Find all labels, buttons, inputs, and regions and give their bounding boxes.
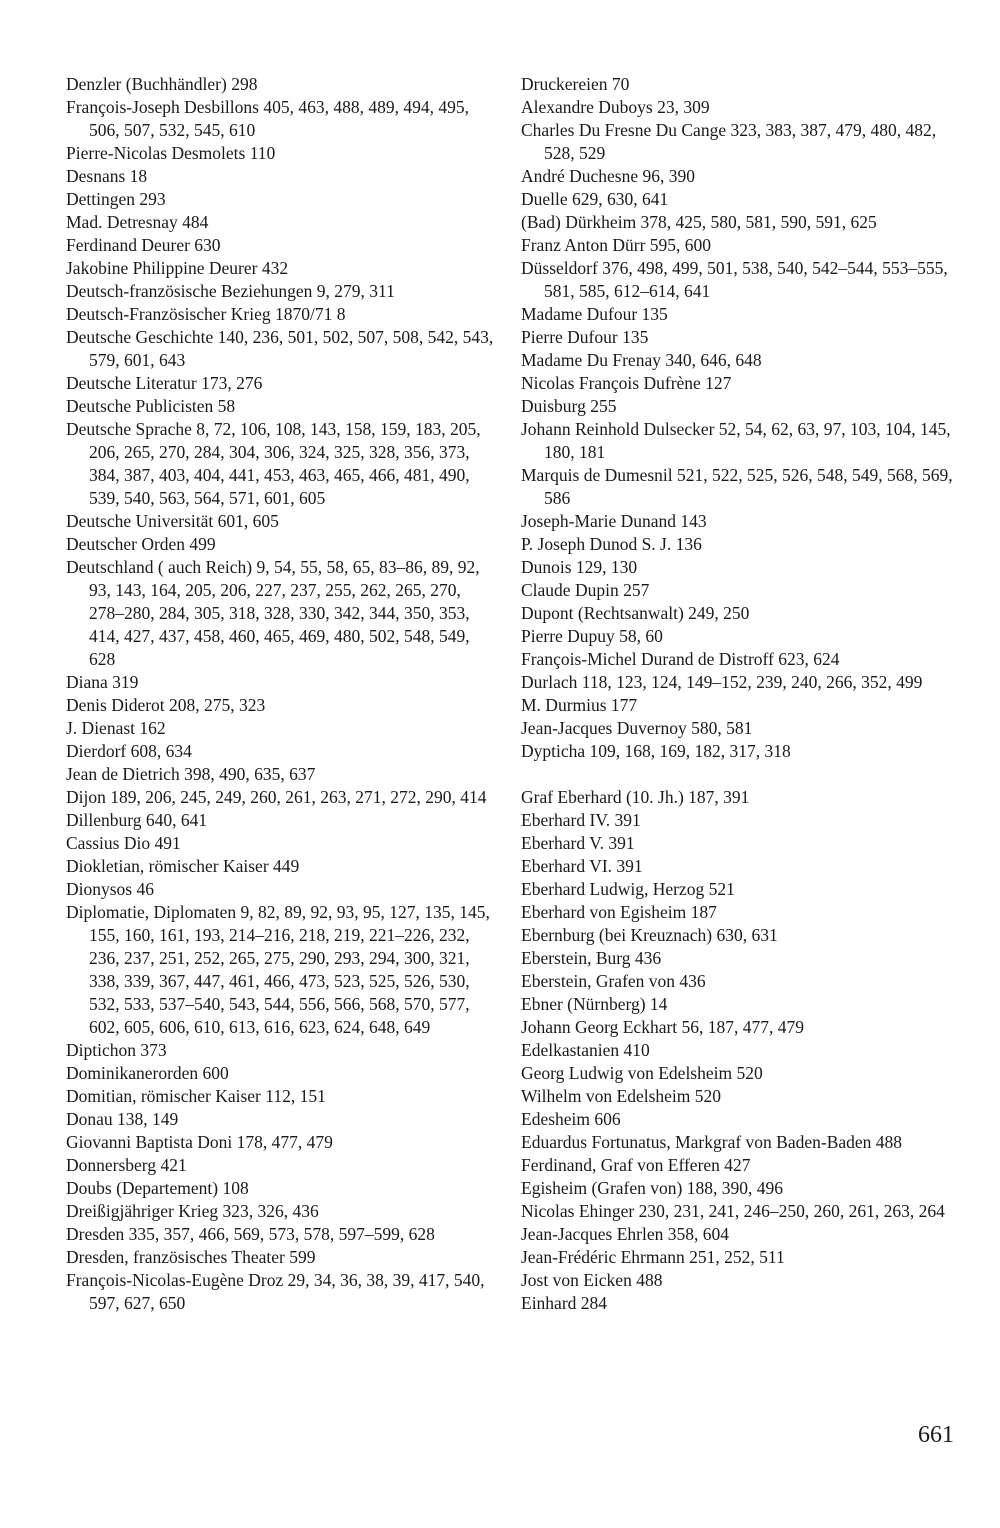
- index-entry: Deutsche Sprache 8, 72, 106, 108, 143, 158, 159, 183, 205, 206, 265, 270, 284, 304, 306, 324, 325, 328, 356, 373, 384, 387, 403, 404, 441, 453, 463, 465, 466, 481, 490, 539, 540, 563, 564, 571, 601, 605: [66, 419, 481, 508]
- index-entry: Wilhelm von Edelsheim 520: [521, 1086, 722, 1106]
- index-entry: Ebner (Nürnberg) 14: [521, 994, 668, 1014]
- index-column-left: [66, 73, 496, 1315]
- index-entry: Jost von Eicken 488: [521, 1270, 663, 1290]
- index-entry: Diplomatie, Diplomaten 9, 82, 89, 92, 93, 95, 127, 135, 145, 155, 160, 161, 193, 214–216, 218, 219, 221–226, 232, 236, 237, 251, 252, 265, 275, 290, 293, 294, 300, 321, 338, 339, 367, 447, 461, 466, 473, 523, 525, 526, 530, 532, 533, 537–540, 543, 544, 556, 566, 568, 570, 577, 602, 605, 606, 610, 613, 616, 623, 624, 648, 649: [66, 902, 490, 1037]
- index-column-right: [521, 73, 961, 1315]
- index-entry: Dijon 189, 206, 245, 249, 260, 261, 263, 271, 272, 290, 414: [66, 787, 487, 807]
- index-entry: Dunois 129, 130: [521, 557, 638, 577]
- index-entry: Durlach 118, 123, 124, 149–152, 239, 240, 266, 352, 499: [521, 672, 923, 692]
- index-entry: Deutsch-französische Beziehungen 9, 279, 311: [66, 281, 395, 301]
- index-entry: Pierre Dufour 135: [521, 327, 649, 347]
- index-entry: Dettingen 293: [66, 189, 166, 209]
- index-entry: Johann Reinhold Dulsecker 52, 54, 62, 63, 97, 103, 104, 145, 180, 181: [521, 419, 951, 462]
- index-entry: Ferdinand, Graf von Efferen 427: [521, 1155, 751, 1175]
- index-entry: Jean de Dietrich 398, 490, 635, 637: [66, 764, 316, 784]
- index-entry: Edesheim 606: [521, 1109, 621, 1129]
- index-entry: Charles Du Fresne Du Cange 323, 383, 387, 479, 480, 482, 528, 529: [521, 120, 937, 163]
- index-entry: Desnans 18: [66, 166, 148, 186]
- index-entry: Eberstein, Grafen von 436: [521, 971, 706, 991]
- index-entry: Einhard 284: [521, 1293, 608, 1313]
- index-entry: Dypticha 109, 168, 169, 182, 317, 318: [521, 741, 791, 761]
- index-entry: Deutsche Geschichte 140, 236, 501, 502, 507, 508, 542, 543, 579, 601, 643: [66, 327, 494, 370]
- index-entry: Nicolas Ehinger 230, 231, 241, 246–250, 260, 261, 263, 264: [521, 1201, 945, 1221]
- index-group-e: [521, 786, 961, 1315]
- index-entry: Düsseldorf 376, 498, 499, 501, 538, 540, 542–544, 553–555, 581, 585, 612–614, 641: [521, 258, 948, 301]
- index-entry: Alexandre Duboys 23, 309: [521, 97, 710, 117]
- index-entry: Eberhard von Egisheim 187: [521, 902, 717, 922]
- index-entry: François-Nicolas-Eugène Droz 29, 34, 36, 38, 39, 417, 540, 597, 627, 650: [66, 1270, 485, 1313]
- index-entry: (Bad) Dürkheim 378, 425, 580, 581, 590, 591, 625: [521, 212, 877, 232]
- index-entry: Nicolas François Dufrène 127: [521, 373, 732, 393]
- section-gap: [521, 763, 961, 786]
- index-entry: Madame Du Frenay 340, 646, 648: [521, 350, 762, 370]
- index-entry: Georg Ludwig von Edelsheim 520: [521, 1063, 763, 1083]
- index-entry: Eberstein, Burg 436: [521, 948, 662, 968]
- index-entry: Pierre Dupuy 58, 60: [521, 626, 663, 646]
- index-entry: Giovanni Baptista Doni 178, 477, 479: [66, 1132, 333, 1152]
- index-entry: Joseph-Marie Dunand 143: [521, 511, 707, 531]
- index-entry: Jean-Jacques Ehrlen 358, 604: [521, 1224, 729, 1244]
- index-entry: François-Michel Durand de Distroff 623, 624: [521, 649, 840, 669]
- index-entry: Johann Georg Eckhart 56, 187, 477, 479: [521, 1017, 805, 1037]
- index-entry: Denis Diderot 208, 275, 323: [66, 695, 266, 715]
- index-entry: André Duchesne 96, 390: [521, 166, 695, 186]
- index-entry: Graf Eberhard (10. Jh.) 187, 391: [521, 787, 750, 807]
- index-entry: Pierre-Nicolas Desmolets 110: [66, 143, 276, 163]
- index-entry: Madame Dufour 135: [521, 304, 668, 324]
- index-entry: Deutsche Publicisten 58: [66, 396, 236, 416]
- index-entry: Edelkastanien 410: [521, 1040, 650, 1060]
- index-entry: Eberhard VI. 391: [521, 856, 643, 876]
- index-entry: M. Durmius 177: [521, 695, 638, 715]
- index-entry: Diokletian, römischer Kaiser 449: [66, 856, 300, 876]
- index-entry: Jakobine Philippine Deurer 432: [66, 258, 289, 278]
- index-entry: Diana 319: [66, 672, 139, 692]
- index-entry: Donau 138, 149: [66, 1109, 179, 1129]
- index-entry: Jean-Frédéric Ehrmann 251, 252, 511: [521, 1247, 785, 1267]
- index-entry: Dresden 335, 357, 466, 569, 573, 578, 597–599, 628: [66, 1224, 435, 1244]
- index-entry: Dillenburg 640, 641: [66, 810, 208, 830]
- index-entry: Dominikanerorden 600: [66, 1063, 229, 1083]
- index-entry: Franz Anton Dürr 595, 600: [521, 235, 712, 255]
- index-entry: Donnersberg 421: [66, 1155, 187, 1175]
- index-entry: Ferdinand Deurer 630: [66, 235, 221, 255]
- index-entry: Dupont (Rechtsanwalt) 249, 250: [521, 603, 750, 623]
- index-entry: Druckereien 70: [521, 74, 630, 94]
- index-entry: P. Joseph Dunod S. J. 136: [521, 534, 702, 554]
- index-entry: Dionysos 46: [66, 879, 154, 899]
- index-entry: Marquis de Dumesnil 521, 522, 525, 526, 548, 549, 568, 569, 586: [521, 465, 953, 508]
- index-entry: Jean-Jacques Duvernoy 580, 581: [521, 718, 753, 738]
- index-entry: Deutscher Orden 499: [66, 534, 216, 554]
- index-entry: François-Joseph Desbillons 405, 463, 488, 489, 494, 495, 506, 507, 532, 545, 610: [66, 97, 469, 140]
- index-entry: Eberhard IV. 391: [521, 810, 641, 830]
- index-entry: Deutsch-Französischer Krieg 1870/71 8: [66, 304, 346, 324]
- index-entry: Deutschland ( auch Reich) 9, 54, 55, 58, 65, 83–86, 89, 92, 93, 143, 164, 205, 206, 227, 237, 255, 262, 265, 270, 278–280, 284, 305, 318, 328, 330, 342, 344, 350, 353, 414, 427, 437, 458, 460, 465, 469, 480, 502, 548, 549, 628: [66, 557, 480, 669]
- index-entry: Duelle 629, 630, 641: [521, 189, 669, 209]
- index-entry: Egisheim (Grafen von) 188, 390, 496: [521, 1178, 783, 1198]
- index-entry: Dresden, französisches Theater 599: [66, 1247, 316, 1267]
- index-entry: Eberhard Ludwig, Herzog 521: [521, 879, 735, 899]
- index-entry: Diptichon 373: [66, 1040, 167, 1060]
- index-entry: Duisburg 255: [521, 396, 617, 416]
- index-entry: Deutsche Universität 601, 605: [66, 511, 279, 531]
- index-entry: Deutsche Literatur 173, 276: [66, 373, 263, 393]
- index-entry: Claude Dupin 257: [521, 580, 650, 600]
- index-entry: Dierdorf 608, 634: [66, 741, 192, 761]
- index-entry: Doubs (Departement) 108: [66, 1178, 249, 1198]
- index-entry: Eduardus Fortunatus, Markgraf von Baden-Baden 488: [521, 1132, 903, 1152]
- index-entry: Eberhard V. 391: [521, 833, 635, 853]
- index-entry: Dreißigjähriger Krieg 323, 326, 436: [66, 1201, 319, 1221]
- index-entry: J. Dienast 162: [66, 718, 166, 738]
- index-group-d: [521, 73, 961, 763]
- page-number: 661: [918, 1422, 954, 1448]
- index-entry: Ebernburg (bei Kreuznach) 630, 631: [521, 925, 778, 945]
- index-entry: Cassius Dio 491: [66, 833, 181, 853]
- index-entry: Domitian, römischer Kaiser 112, 151: [66, 1086, 326, 1106]
- index-entry: Denzler (Buchhändler) 298: [66, 74, 258, 94]
- index-entry: Mad. Detresnay 484: [66, 212, 209, 232]
